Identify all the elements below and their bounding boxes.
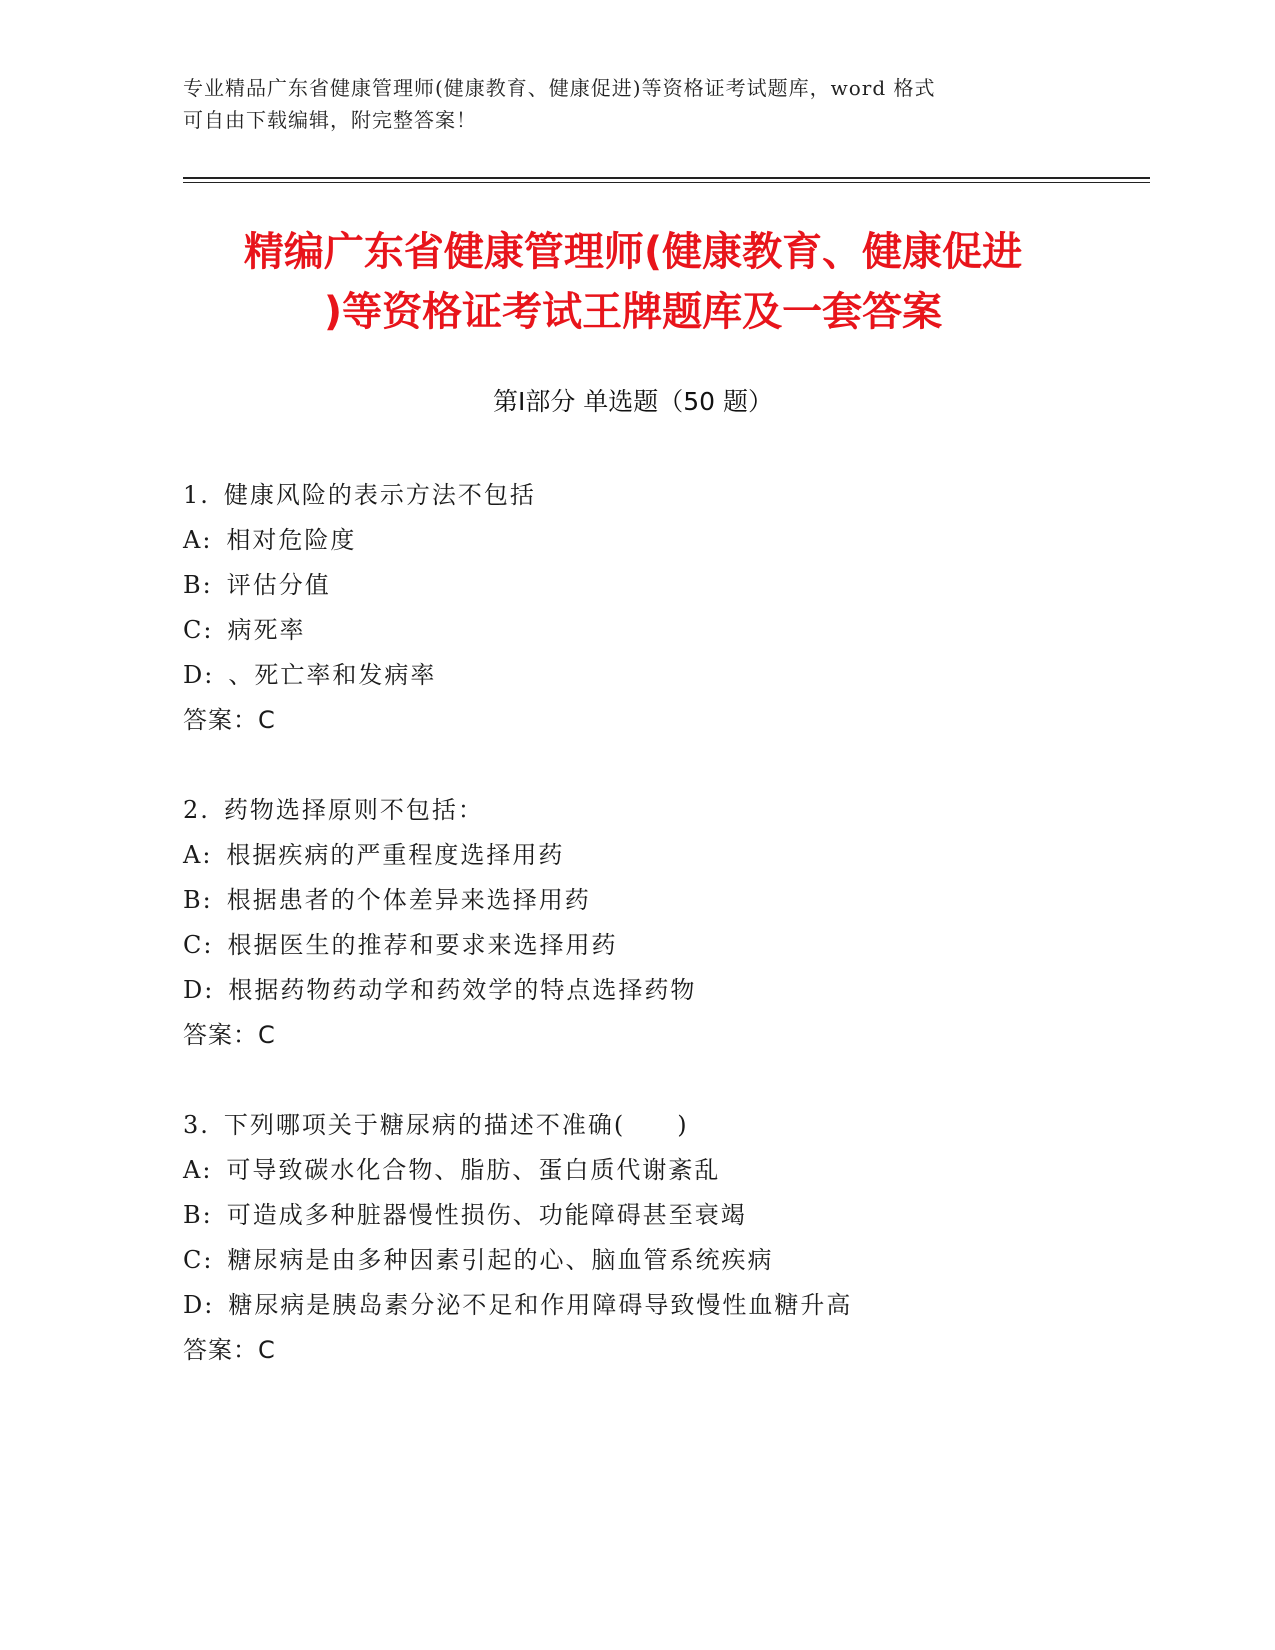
option-label: D:: [183, 976, 215, 1004]
option-b: [183, 1193, 1123, 1238]
option-label: A:: [183, 526, 213, 554]
option-label: C:: [183, 1246, 214, 1274]
header-note-line-2: 可自由下载编辑，附完整答案！: [183, 108, 477, 132]
question-list: [183, 473, 1123, 1418]
question-text: 健康风险的表示方法不包括: [223, 481, 536, 509]
option-text: 可导致碳水化合物、脂肪、蛋白质代谢紊乱: [226, 1156, 721, 1184]
option-label: B:: [183, 1201, 213, 1229]
option-b: [183, 563, 1123, 608]
question-2: [183, 788, 1123, 1058]
option-label: D:: [183, 661, 215, 689]
question-stem: [183, 788, 1123, 833]
option-a: [183, 1148, 1123, 1193]
option-a: [183, 833, 1123, 878]
header-note-line-1: 专业精品广东省健康管理师(健康教育、健康促进)等资格证考试题库，word 格式: [183, 76, 936, 100]
document-title-line-2: )等资格证考试王牌题库及一套答案: [323, 289, 943, 335]
option-c: [183, 1238, 1123, 1283]
answer-line: 答案：C: [183, 1336, 276, 1364]
option-label: A:: [183, 1156, 213, 1184]
option-text: 根据疾病的严重程度选择用药: [226, 841, 565, 869]
option-label: C:: [183, 616, 214, 644]
option-label: B:: [183, 886, 213, 914]
question-stem: [183, 1103, 1123, 1148]
answer-line: 答案：C: [183, 706, 276, 734]
header-rule-thin: [183, 182, 1150, 183]
option-text: 病死率: [227, 616, 306, 644]
option-text: 、死亡率和发病率: [228, 661, 437, 689]
option-text: 评估分值: [226, 571, 331, 599]
question-1: [183, 473, 1123, 743]
question-text: 药物选择原则不包括：: [223, 796, 484, 824]
option-label: C:: [183, 931, 214, 959]
document-title-line-1: 精编广东省健康管理师(健康教育、健康促进: [243, 229, 1023, 275]
document-title: [183, 222, 1083, 342]
option-text: 糖尿病是胰岛素分泌不足和作用障碍导致慢性血糖升高: [228, 1291, 853, 1319]
option-c: [183, 923, 1123, 968]
option-text: 糖尿病是由多种因素引起的心、脑血管系统疾病: [227, 1246, 774, 1274]
answer-line: 答案：C: [183, 1021, 276, 1049]
option-text: 根据药物药动学和药效学的特点选择药物: [228, 976, 697, 1004]
header-rule-thick: [183, 177, 1150, 179]
option-a: [183, 518, 1123, 563]
option-label: B:: [183, 571, 213, 599]
question-number: 2.: [183, 796, 210, 824]
header-note: [183, 72, 1063, 136]
option-b: [183, 878, 1123, 923]
option-text: 可造成多种脏器慢性损伤、功能障碍甚至衰竭: [226, 1201, 747, 1229]
option-text: 相对危险度: [226, 526, 357, 554]
question-number: 1.: [183, 481, 210, 509]
option-d: [183, 968, 1123, 1013]
option-d: [183, 653, 1123, 698]
option-label: D:: [183, 1291, 215, 1319]
section-title: 第Ⅰ部分 单选题（50 题）: [492, 387, 774, 416]
question-3: [183, 1103, 1123, 1373]
option-text: 根据患者的个体差异来选择用药: [226, 886, 591, 914]
question-number: 3.: [183, 1111, 210, 1139]
option-c: [183, 608, 1123, 653]
option-label: A:: [183, 841, 213, 869]
option-text: 根据医生的推荐和要求来选择用药: [227, 931, 618, 959]
question-text: 下列哪项关于糖尿病的描述不准确( ): [223, 1111, 689, 1139]
option-d: [183, 1283, 1123, 1328]
question-stem: [183, 473, 1123, 518]
